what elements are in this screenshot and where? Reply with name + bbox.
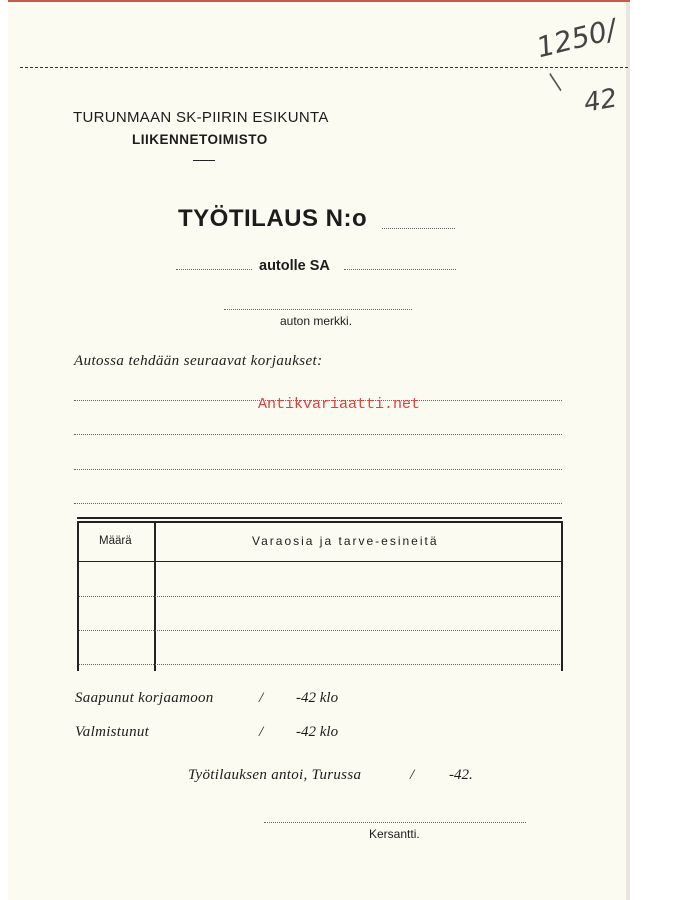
completed-label: Valmistunut (75, 724, 150, 740)
order-number-field[interactable] (382, 228, 455, 229)
watermark-text: Antikvariaatti.net (258, 396, 421, 413)
repairs-heading: Autossa tehdään seuraavat korjaukset: (74, 353, 323, 369)
car-brand-field[interactable] (224, 309, 412, 310)
table-top-rule-1 (77, 517, 562, 519)
issued-label: Työtilauksen antoi, Turussa (188, 767, 362, 783)
car-label: autolle SA (259, 258, 330, 274)
table-top-rule-2 (77, 521, 562, 523)
car-prefix-field[interactable] (176, 269, 252, 270)
org-name: TURUNMAAN SK-PIIRIN ESIKUNTA (73, 109, 329, 126)
top-red-edge (8, 0, 630, 2)
table-row-line-3[interactable] (79, 664, 560, 665)
table-row-line-2[interactable] (79, 630, 560, 631)
issued-year: -42. (449, 767, 473, 783)
car-brand-caption: auton merkki. (280, 314, 353, 328)
repair-line-3[interactable] (74, 469, 562, 470)
signature-field[interactable] (264, 822, 526, 823)
table-header-rule (77, 561, 562, 562)
completed-year: -42 klo (296, 724, 339, 740)
arrival-slash: / (259, 690, 264, 706)
issued-slash: / (410, 767, 415, 783)
parts-table (77, 517, 562, 671)
arrival-year: -42 klo (296, 690, 339, 706)
repair-line-4[interactable] (74, 503, 562, 504)
signature-caption: Kersantti. (369, 827, 420, 841)
background-margin (630, 0, 679, 900)
car-sa-field[interactable] (344, 269, 456, 270)
table-row-line-1[interactable] (79, 596, 560, 597)
column-header-parts: Varaosia ja tarve-esineitä (252, 534, 439, 548)
repair-line-2[interactable] (74, 434, 562, 435)
table-right-border (561, 521, 563, 671)
office-name: LIIKENNETOIMISTO (132, 132, 268, 147)
perforation-line (20, 67, 628, 68)
header-rule (193, 160, 215, 161)
column-header-quantity: Määrä (99, 535, 132, 547)
handwritten-number: 1250/ (533, 12, 620, 65)
completed-slash: / (259, 724, 264, 740)
form-title: TYÖTILAUS N:o (178, 205, 368, 232)
handwritten-fraction: 42 (581, 83, 620, 119)
arrival-label: Saapunut korjaamoon (75, 690, 214, 706)
handwritten-slash: / (543, 73, 569, 92)
paper-sheet (8, 0, 630, 900)
